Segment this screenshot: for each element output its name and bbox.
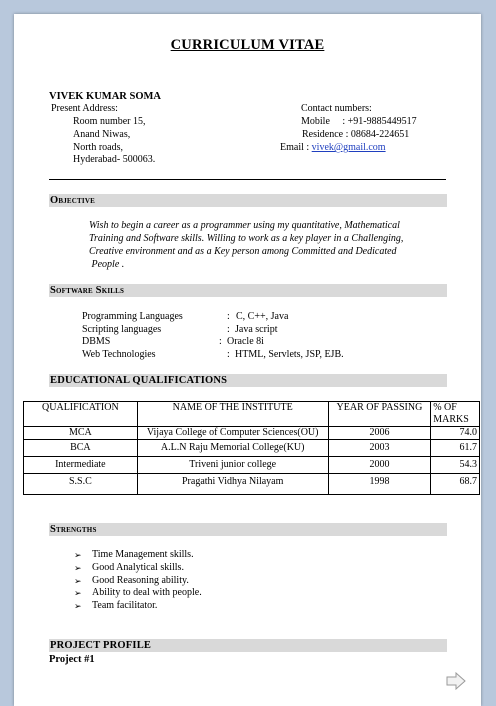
marks-cell: 54.3 (431, 457, 480, 474)
objective-line: People . (89, 259, 125, 270)
project-subheading: Project #1 (49, 654, 95, 665)
list-item: ➢ Good Reasoning ability. (74, 574, 189, 586)
institute-cell: Triveni junior college (137, 457, 328, 474)
document-page (14, 14, 481, 706)
contact-label: Contact numbers: (301, 103, 372, 114)
software-skills-heading: Software Skills (49, 284, 447, 297)
objective-heading: Objective (49, 194, 447, 207)
header-divider (49, 179, 446, 180)
table-row (24, 474, 480, 495)
qualification-cell: Intermediate (24, 457, 138, 474)
project-profile-heading: PROJECT PROFILE (49, 639, 447, 652)
email-link[interactable]: vivek@gmail.com (311, 142, 386, 153)
skill-separator: : (219, 336, 222, 347)
marks-cell: 74.0 (431, 427, 480, 440)
list-item: ➢ Good Analytical skills. (74, 561, 184, 573)
column-header: YEAR OF PASSING (328, 402, 431, 427)
skill-label: DBMS (82, 336, 111, 347)
arrow-bullet-icon: ➢ (74, 562, 82, 573)
year-cell: 2000 (328, 457, 431, 474)
skill-separator: : (227, 349, 230, 360)
year-cell: 2006 (328, 427, 431, 440)
candidate-name: VIVEK KUMAR SOMA (49, 91, 161, 102)
table-row (24, 427, 480, 440)
year-cell: 2003 (328, 440, 431, 457)
email-row (280, 142, 386, 155)
page-title: CURRICULUM VITAE (170, 37, 325, 53)
address-line: North roads, (73, 142, 123, 153)
education-heading: EDUCATIONAL QUALIFICATIONS (49, 374, 447, 387)
qualification-cell: BCA (24, 440, 138, 457)
column-header: NAME OF THE INSTITUTE (137, 402, 328, 427)
strengths-heading: Strengths (49, 523, 447, 536)
address-label: Present Address: (51, 103, 118, 114)
address-line: Room number 15, (73, 116, 146, 127)
skill-value: HTML, Servlets, JSP, EJB. (235, 349, 344, 360)
institute-cell: Pragathi Vidhya Nilayam (137, 474, 328, 495)
skill-label: Web Technologies (82, 349, 156, 360)
residence-number: Residence : 08684-224651 (302, 129, 410, 140)
mobile-number: Mobile : +91-9885449517 (301, 116, 417, 127)
list-item: ➢ Team facilitator. (74, 600, 158, 612)
column-header: % OF MARKS (431, 402, 480, 427)
skill-label: Programming Languages (82, 311, 183, 322)
skill-label: Scripting languages (82, 324, 162, 335)
table-row (24, 440, 480, 457)
list-item: ➢ Time Management skills. (74, 549, 194, 560)
address-line: Anand Niwas, (73, 129, 131, 140)
objective-line: Creative environment and as a Key person among Committed and Dedicated (89, 246, 397, 257)
arrow-bullet-icon: ➢ (74, 550, 82, 560)
next-page-arrow-icon[interactable] (446, 672, 466, 690)
education-table (23, 401, 480, 495)
objective-line: Training and Software skills. Willing to work as a key player in a Challenging, (89, 233, 404, 244)
institute-cell: Vijaya College of Computer Sciences(OU) (137, 427, 328, 440)
address-line: Hyderabad- 500063. (73, 154, 156, 165)
year-cell: 1998 (328, 474, 431, 495)
marks-cell: 68.7 (431, 474, 480, 495)
arrow-bullet-icon: ➢ (74, 575, 82, 586)
arrow-bullet-icon: ➢ (74, 588, 82, 599)
skill-separator: : (227, 311, 230, 322)
skill-separator: : (227, 324, 230, 335)
skill-value: C, C++, Java (236, 311, 289, 322)
marks-cell: 61.7 (431, 440, 480, 457)
column-header: QUALIFICATION (24, 402, 138, 427)
qualification-cell: S.S.C (24, 474, 138, 495)
email-label: Email : (280, 142, 312, 153)
list-item: ➢ Ability to deal with people. (74, 587, 202, 599)
skill-value: Java script (235, 324, 278, 335)
arrow-bullet-icon: ➢ (74, 601, 82, 612)
institute-cell: A.L.N Raju Memorial College(KU) (137, 440, 328, 457)
skill-value: Oracle 8i (227, 336, 264, 347)
objective-line: Wish to begin a career as a programmer using my quantitative, Mathematical (89, 220, 400, 231)
table-header-row (24, 402, 480, 427)
strengths-list (74, 549, 202, 613)
qualification-cell: MCA (24, 427, 138, 440)
table-row (24, 457, 480, 474)
